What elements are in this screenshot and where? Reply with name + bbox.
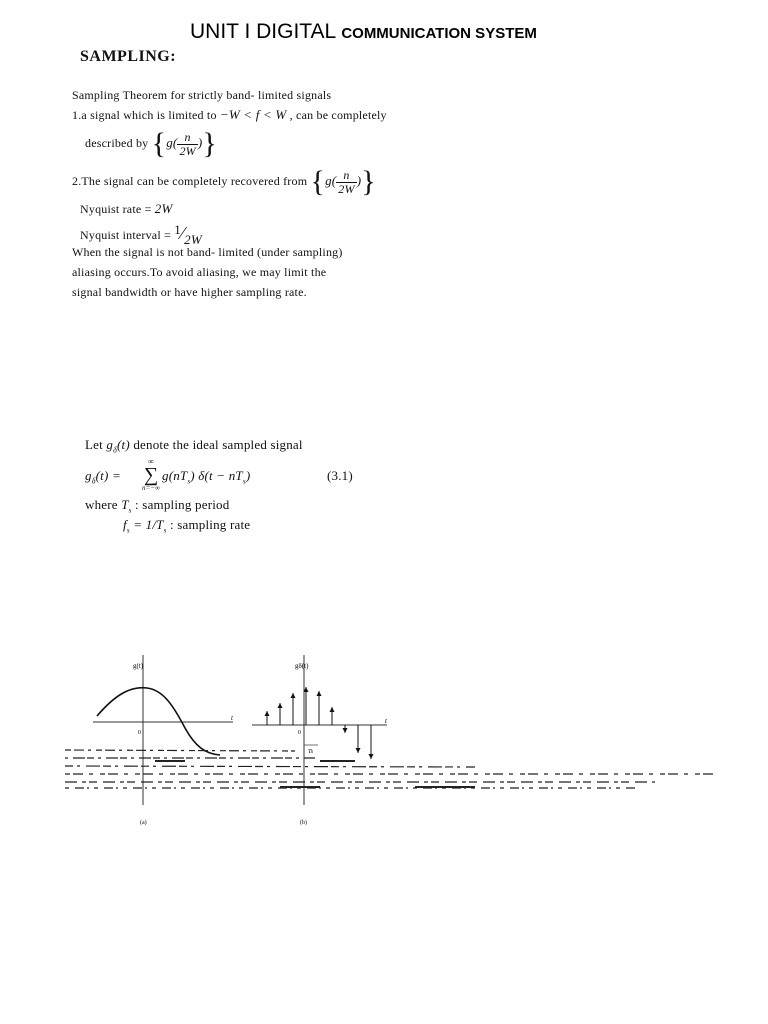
theorem-line-2b: , can be completely bbox=[289, 108, 387, 122]
fraction-numerator: n bbox=[177, 131, 197, 145]
impulse-arrowhead bbox=[317, 691, 322, 696]
theorem-line-1: Sampling Theorem for strictly band- limited signals bbox=[72, 88, 332, 102]
right-ylabel: gδ(t) bbox=[295, 662, 309, 670]
continuous-signal-plot bbox=[93, 655, 234, 826]
fraction-numerator: n bbox=[336, 169, 356, 183]
eq-lhs-t: (t) = bbox=[95, 468, 121, 483]
let-line bbox=[85, 437, 303, 455]
left-xlabel: t bbox=[231, 714, 233, 722]
fs-desc: : sampling rate bbox=[169, 517, 251, 532]
left-caption: (a) bbox=[140, 820, 147, 826]
aliasing-line-3: signal bandwidth or have higher sampling rate. bbox=[72, 285, 307, 299]
where-T: T bbox=[121, 497, 129, 512]
right-brace: } bbox=[361, 165, 376, 198]
nyquist-rate-value: 2W bbox=[154, 201, 173, 216]
nyquist-interval-label: Nyquist interval = bbox=[80, 228, 172, 242]
eq-rhs-a: g(nT bbox=[162, 468, 188, 483]
g-open: g( bbox=[325, 172, 337, 188]
eq-rhs-b: ) δ(t − nT bbox=[190, 468, 243, 483]
let-word: Let bbox=[85, 437, 103, 452]
eq-rhs-sub1: s bbox=[187, 477, 191, 486]
title-sub-text: COMMUNICATION SYSTEM bbox=[341, 25, 537, 42]
where-line bbox=[85, 497, 229, 515]
let-desc: denote the ideal sampled signal bbox=[133, 437, 303, 452]
g-open: g( bbox=[166, 134, 178, 150]
left-brace: { bbox=[151, 127, 167, 160]
where-desc: : sampling period bbox=[135, 497, 230, 512]
impulse-arrowhead bbox=[265, 711, 270, 716]
g-close: ) bbox=[356, 172, 362, 188]
theorem-line-2 bbox=[72, 107, 387, 123]
sum-lower-limit: n=−∞ bbox=[142, 484, 160, 492]
let-sub: δ bbox=[113, 445, 118, 455]
sampling-figure bbox=[55, 650, 735, 830]
left-origin: 0 bbox=[138, 730, 141, 736]
nyquist-rate-label: Nyquist rate = bbox=[80, 202, 152, 216]
interval-numerator: 1 bbox=[174, 222, 181, 237]
fraction-slash: ⁄ bbox=[180, 223, 185, 243]
fraction-n-2w bbox=[336, 169, 356, 196]
impulse-arrowhead bbox=[291, 693, 296, 698]
interval-denominator: 2W bbox=[184, 232, 202, 247]
equation-3-1 bbox=[85, 468, 121, 486]
impulse-arrowhead bbox=[278, 703, 283, 708]
sampled-signal-plot bbox=[252, 655, 388, 826]
theorem-condition: −W < f < W bbox=[219, 107, 287, 122]
theorem-line-3 bbox=[85, 127, 217, 161]
recovered-text: 2.The signal can be completely recovered from bbox=[72, 173, 308, 188]
sum-upper-limit: ∞ bbox=[148, 457, 154, 466]
right-origin: 0 bbox=[298, 730, 301, 736]
let-g: g bbox=[106, 437, 114, 452]
aliasing-line-1: When the signal is not band- limited (under sampling) bbox=[72, 245, 343, 259]
theorem-line-2a: 1.a signal which is limited to bbox=[72, 108, 217, 122]
eq-lhs-g: g bbox=[85, 468, 92, 483]
summation bbox=[140, 458, 162, 492]
where-T-sub: s bbox=[128, 506, 132, 515]
g-close: ) bbox=[197, 134, 203, 150]
impulse-arrowhead bbox=[330, 707, 335, 712]
title-main-text: UNIT I DIGITAL bbox=[190, 20, 336, 43]
fraction-denominator: 2W bbox=[338, 181, 355, 196]
nyquist-rate bbox=[80, 201, 173, 217]
sum-symbol: ∑ bbox=[143, 464, 159, 486]
described-by-label: described by bbox=[85, 135, 149, 150]
page-title bbox=[190, 20, 537, 44]
fraction-n-2w bbox=[177, 131, 197, 158]
right-caption: (b) bbox=[300, 820, 307, 826]
eq-rhs-c: ) bbox=[245, 468, 251, 483]
fs-eq: = 1/T bbox=[133, 517, 164, 532]
where-word: where bbox=[85, 497, 118, 512]
theorem-line-4 bbox=[72, 165, 376, 199]
left-brace: { bbox=[310, 165, 326, 198]
fs-f: f bbox=[123, 517, 127, 532]
fraction-denominator: 2W bbox=[179, 143, 196, 158]
aliasing-line-2: aliasing occurs.To avoid aliasing, we may limit the bbox=[72, 265, 327, 279]
eq-rhs bbox=[162, 468, 250, 486]
impulse-train bbox=[265, 687, 374, 759]
impulse-arrowhead bbox=[356, 748, 361, 753]
continuous-signal-curve bbox=[97, 688, 220, 755]
let-t: (t) bbox=[117, 437, 130, 452]
right-brace: } bbox=[202, 127, 217, 160]
impulse-arrowhead bbox=[369, 754, 374, 759]
eq-rhs-sub2: s bbox=[242, 477, 246, 486]
section-heading: SAMPLING: bbox=[80, 48, 177, 65]
fs-line bbox=[123, 517, 250, 535]
right-ts: Ts bbox=[308, 749, 314, 755]
impulse-arrowhead bbox=[343, 728, 348, 733]
right-xlabel: t bbox=[385, 717, 387, 725]
eq-lhs-sub: δ bbox=[91, 476, 96, 486]
left-ylabel: g(t) bbox=[133, 662, 144, 670]
scan-noise-band bbox=[65, 750, 715, 788]
fs-eq-sub: s bbox=[163, 526, 167, 535]
equation-number: (3.1) bbox=[327, 468, 353, 483]
fs-sub: s bbox=[126, 526, 130, 535]
